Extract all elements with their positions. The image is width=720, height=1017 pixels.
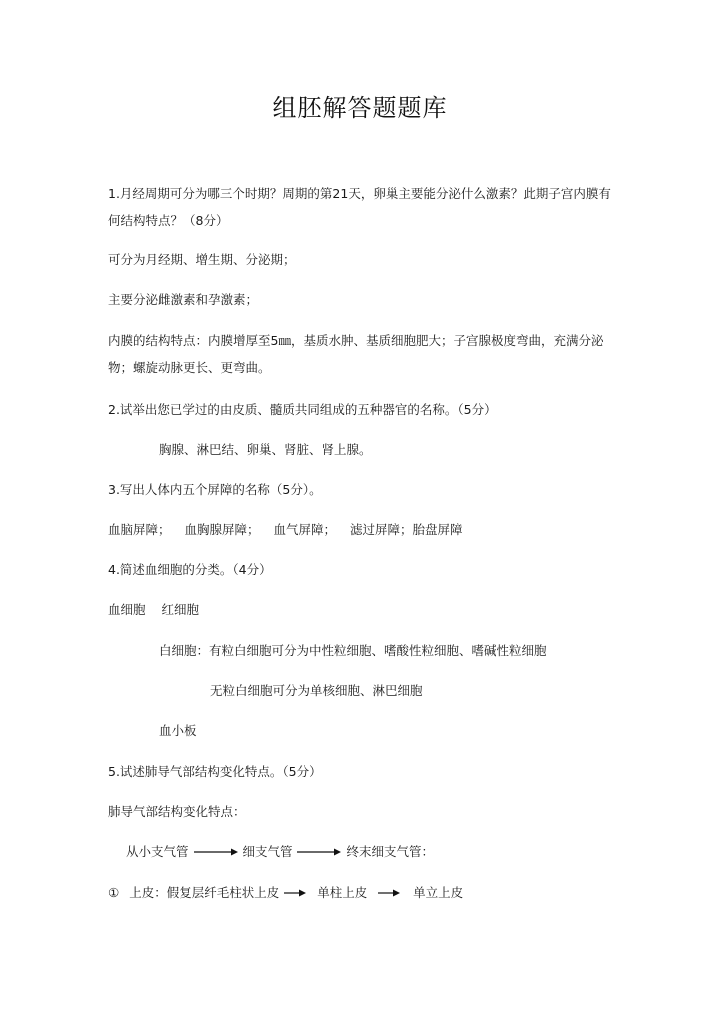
epithelium-pseudostratified: 上皮：假复层纤毛柱状上皮 <box>129 885 280 900</box>
barrier-1: 血脑屏障； <box>108 522 171 537</box>
arrow-right-icon <box>377 888 401 898</box>
answer-1-hormones: 主要分泌雌激素和孕激素； <box>108 292 259 307</box>
blood-cell-line <box>108 601 199 619</box>
white-blood-cell-granular: 白细胞：有粒白细胞可分为中性粒细胞、嗜酸性粒细胞、嗜碱性粒细胞 <box>159 643 547 658</box>
barrier-4-5: 滤过屏障；胎盘屏障 <box>350 522 463 537</box>
terminal-bronchiole: 终末细支气管： <box>346 844 434 859</box>
barrier-3: 血气屏障； <box>273 522 337 537</box>
question-5: 5.试述肺导气部结构变化特点。（5分） <box>108 764 322 779</box>
arrow-right-icon <box>296 847 342 857</box>
blood-cell-label: 血细胞 <box>108 602 146 617</box>
answer-3 <box>108 521 463 539</box>
platelet: 血小板 <box>159 723 197 738</box>
bronchiole: 细支气管 <box>242 844 293 859</box>
document-title: 组胚解答题题库 <box>272 94 448 122</box>
question-2: 2.试举出您已学过的由皮质、髓质共同组成的五种器官的名称。（5分） <box>108 402 497 417</box>
question-4: 4.简述血细胞的分类。（4分） <box>108 562 272 577</box>
epithelium-chain <box>108 884 463 902</box>
question-1: 1.月经周期可分为哪三个时期？周期的第21天，卵巢主要能分泌什么激素？此期子宫内膜有何结构特点？（8分） <box>108 186 611 228</box>
answer-2: 胸腺、淋巴结、卵巢、肾脏、肾上腺。 <box>159 442 372 457</box>
question-3: 3.写出人体内五个屏障的名称（5分）。 <box>108 482 322 497</box>
answer-1-phases: 可分为月经期、增生期、分泌期； <box>108 252 296 267</box>
red-blood-cell: 红细胞 <box>161 602 200 617</box>
barrier-2: 血胸腺屏障； <box>184 522 260 537</box>
small-bronchus: 从小支气管 <box>126 844 189 859</box>
white-blood-cell-agranular: 无粒白细胞可分为单核细胞、淋巴细胞 <box>210 683 423 698</box>
answer-5-intro: 肺导气部结构变化特点： <box>108 804 246 819</box>
bronchus-chain <box>126 843 434 861</box>
arrow-right-icon <box>283 888 307 898</box>
epithelium-simple-columnar: 单柱上皮 <box>317 885 368 900</box>
epithelium-simple-cuboidal: 单立上皮 <box>413 885 464 900</box>
item-marker: ① <box>108 885 120 900</box>
answer-1-structure: 内膜的结构特点：内膜增厚至5㎜，基质水肿、基质细胞肥大；子宫腺极度弯曲，充满分泌物；螺旋动脉更长、更弯曲。 <box>108 333 604 375</box>
arrow-right-icon <box>193 847 239 857</box>
